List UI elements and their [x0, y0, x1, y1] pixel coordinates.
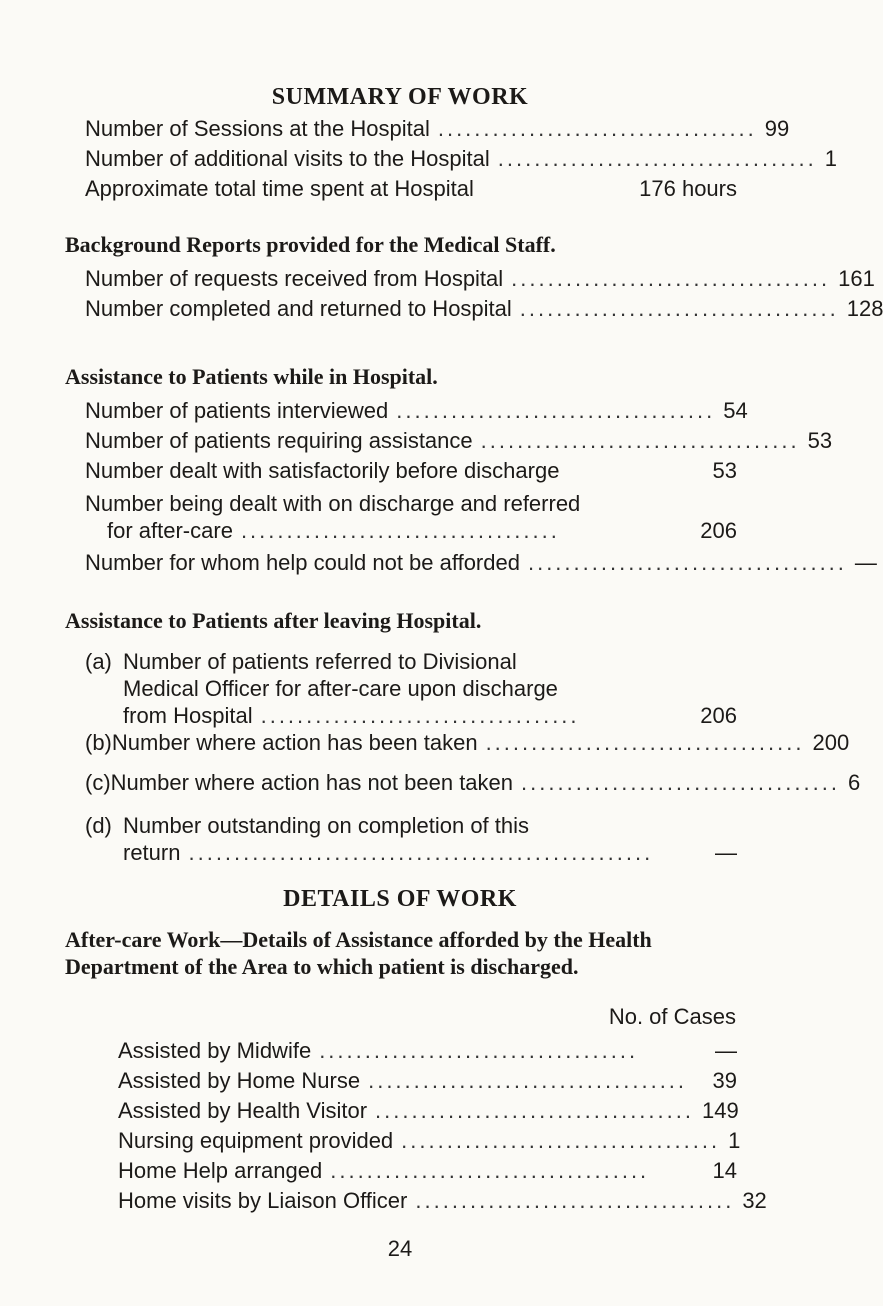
row-label: Assisted by Health Visitor [118, 1098, 368, 1123]
leader-dots: ................................... [368, 1068, 688, 1093]
row-value: 99 [764, 116, 790, 141]
row-label: Number of patients requiring assistance [85, 428, 473, 453]
summary-row-total-time [85, 176, 737, 206]
row-label-line3: from Hospital [123, 703, 253, 728]
row-label: Number for whom help could not be afforded [85, 550, 520, 575]
row-label: Number where action has been taken [111, 730, 478, 755]
row-value: 1 [728, 1128, 741, 1153]
row-value: 53 [712, 458, 737, 483]
row-value: 200 [812, 730, 850, 755]
leader-dots: ................................... [437, 116, 757, 141]
leader-dots: ................................... [485, 730, 805, 755]
row-label: Approximate total time spent at Hospital [85, 176, 474, 201]
leader-dots: ................................... [415, 1188, 735, 1213]
row-value: 206 [700, 518, 737, 543]
row-label-line1: Number being dealt with on discharge and referred [85, 491, 581, 516]
assistance-in-row-no-help [85, 550, 877, 580]
leader-dots: ................................... [396, 398, 716, 423]
details-title: DETAILS OF WORK [283, 886, 517, 912]
row-marker: (d) [85, 813, 112, 838]
details-row-nursing-equipment [118, 1128, 741, 1158]
row-label: Assisted by Home Nurse [118, 1068, 361, 1093]
assistance-in-row-requiring [85, 428, 833, 458]
row-value: — [715, 1038, 737, 1063]
row-label: Home visits by Liaison Officer [118, 1188, 408, 1213]
row-marker: (c) [85, 770, 111, 795]
row-value: 149 [701, 1098, 739, 1123]
row-label: Number of patients interviewed [85, 398, 389, 423]
background-row-requests [85, 266, 875, 296]
row-value: — [715, 840, 737, 865]
row-value: 161 [838, 266, 875, 291]
row-label: Number of Sessions at the Hospital [85, 116, 430, 141]
row-label-line1: Number of patients referred to Divisional [123, 649, 517, 674]
row-value: 176 hours [639, 176, 737, 201]
row-label: Number of requests received from Hospital [85, 266, 504, 291]
assistance-in-row-dealt-with [85, 458, 737, 488]
assistance-in-row-interviewed [85, 398, 748, 428]
row-value: 54 [723, 398, 748, 423]
row-label: Number of additional visits to the Hospital [85, 146, 490, 171]
assistance-in-row-referred [85, 490, 737, 544]
leader-dots: ................................... [401, 1128, 721, 1153]
row-label: Nursing equipment provided [118, 1128, 394, 1153]
assistance-after-row-b [85, 730, 850, 760]
assistance-after-row-d [85, 812, 737, 866]
summary-title: SUMMARY OF WORK [271, 84, 529, 110]
row-label-line2: for after-care [107, 518, 233, 543]
leader-dots: ................................... [527, 550, 847, 575]
leader-dots: ................................... [519, 296, 839, 321]
leader-dots: ................................... [260, 703, 580, 728]
leader-dots: ................................... [330, 1158, 650, 1183]
row-value: 128 [846, 296, 883, 321]
row-label-line2: Medical Officer for after-care upon discharge [123, 676, 558, 701]
row-value: 6 [847, 770, 861, 795]
column-header-cases: No. of Cases [608, 1004, 736, 1029]
assistance-in-heading: Assistance to Patients while in Hospital. [65, 364, 438, 389]
row-label: Assisted by Midwife [118, 1038, 312, 1063]
row-label-line2: return [123, 840, 181, 865]
details-row-home-help [118, 1158, 737, 1188]
leader-dots: ................................... [319, 1038, 639, 1063]
leader-dots: ................................... [497, 146, 817, 171]
leader-dots: ................................... [511, 266, 831, 291]
row-label-line1: Number outstanding on completion of this [123, 813, 530, 838]
assistance-after-row-a [85, 648, 737, 729]
assistance-after-heading: Assistance to Patients after leaving Hospital. [65, 608, 482, 633]
row-value: — [854, 550, 877, 575]
row-value: 1 [824, 146, 837, 171]
page-number: 24 [387, 1236, 413, 1261]
background-heading: Background Reports provided for the Medical Staff. [65, 232, 556, 257]
leader-dots: ................................... [375, 1098, 694, 1123]
row-label: Number completed and returned to Hospital [85, 296, 512, 321]
details-row-health-visitor [118, 1098, 737, 1128]
row-value: 39 [712, 1068, 737, 1093]
row-marker: (a) [85, 649, 112, 674]
leader-dots: ................................... [480, 428, 800, 453]
details-row-home-nurse [118, 1068, 737, 1098]
summary-row-sessions [85, 116, 790, 146]
row-value: 53 [807, 428, 833, 453]
row-value: 32 [742, 1188, 767, 1213]
leader-dots: ................................... [240, 518, 560, 543]
row-value: 206 [700, 703, 737, 728]
leader-dots: ................................................... [188, 840, 654, 865]
row-label: Number where action has not been taken [110, 770, 514, 795]
row-label: Home Help arranged [118, 1158, 323, 1183]
background-row-completed [85, 296, 883, 326]
summary-row-additional-visits [85, 146, 837, 176]
details-intro: After-care Work—Details of Assistance afforded by the Health Department of the Area to which patient is discharged. [65, 927, 652, 979]
row-value: 14 [712, 1158, 737, 1183]
leader-dots: ................................... [521, 770, 840, 795]
row-label: Number dealt with satisfactorily before discharge [85, 458, 560, 483]
details-row-midwife [118, 1038, 737, 1068]
row-marker: (b) [85, 730, 112, 755]
assistance-after-row-c [85, 770, 861, 800]
details-row-liaison-visits [118, 1188, 767, 1218]
